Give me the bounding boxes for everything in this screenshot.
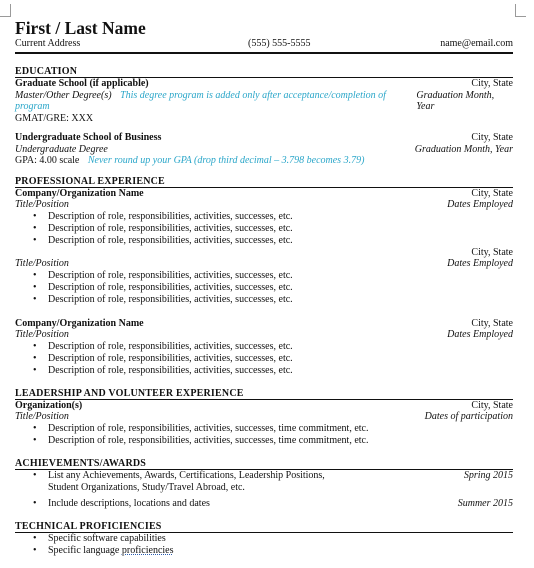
role-title: Title/Position: [15, 411, 69, 422]
graduation-date: Graduation Month, Year: [414, 143, 513, 155]
bullet-list: [15, 423, 513, 447]
list-item: • Description of role, responsibilities, activities, successes, etc.: [48, 341, 513, 353]
company-location: City, State: [471, 187, 513, 199]
list-item: • Description of role, responsibilities, activities, successes, etc.: [48, 294, 513, 306]
achievement-line: Student Organizations, Study/Travel Abroad, etc.: [48, 481, 245, 493]
degree-row: [15, 90, 513, 113]
resume-page: [15, 0, 513, 557]
position-dates: Dates Employed: [447, 329, 513, 340]
company-row: [15, 318, 513, 330]
position-dates: Dates Employed: [447, 199, 513, 210]
school-row: [15, 78, 513, 90]
position-location: City, State: [471, 246, 513, 258]
company-name: Company/Organization Name: [15, 187, 144, 199]
school-location: City, State: [471, 132, 513, 143]
achievement-line: List any Achievements, Awards, Certifications, Leadership Positions,: [48, 469, 325, 481]
list-item: • Description of role, responsibilities, activities, successes, etc.: [48, 223, 513, 235]
corner-mark-left: [0, 4, 11, 17]
gpa-note: Never round up your GPA (drop third decimal – 3.798 becomes 3.79): [87, 155, 365, 166]
school-name: Undergraduate School of Business: [15, 132, 162, 143]
bullet-list: [15, 270, 513, 306]
degree: Undergraduate Degree: [15, 143, 108, 155]
position-title: Title/Position: [15, 199, 69, 210]
role-dates: Dates of participation: [424, 411, 513, 422]
list-item: • Specific software capabilities: [48, 533, 513, 545]
role-row: [15, 411, 513, 423]
tech-item-text: Specific language: [48, 544, 120, 556]
list-item: • Description of role, responsibilities, activities, successes, etc.: [48, 353, 513, 365]
bullet-list: [15, 341, 513, 377]
contact-line: [15, 38, 513, 50]
achievements-section: [15, 458, 513, 510]
company-location: City, State: [471, 317, 513, 329]
degree: Master/Other Degree(s): [15, 89, 112, 101]
org-row: [15, 400, 513, 412]
school-row: [15, 132, 513, 144]
list-item: • Description of role, responsibilities, activities, successes, etc.: [48, 365, 513, 377]
section-title: LEADERSHIP AND VOLUNTEER EXPERIENCE: [15, 388, 513, 400]
org-location: City, State: [471, 399, 513, 411]
school-name: Graduate School (if applicable): [15, 78, 149, 89]
list-item: [48, 498, 513, 510]
gpa: GPA: 4.00 scale: [15, 155, 80, 166]
leadership-section: [15, 388, 513, 447]
test-score: GMAT/GRE: XXX: [15, 112, 94, 124]
section-title: EDUCATION: [15, 66, 513, 78]
list-item: [48, 545, 513, 557]
phone: (555) 555-5555: [248, 38, 311, 49]
section-title: TECHNICAL PROFICIENCIES: [15, 521, 513, 533]
school-location: City, State: [471, 78, 513, 89]
email: name@email.com: [440, 38, 513, 49]
list-item: [48, 470, 513, 494]
location-row: [15, 247, 513, 259]
section-title: ACHIEVEMENTS/AWARDS: [15, 458, 513, 470]
list-item: • Description of role, responsibilities, activities, successes, time commitment, etc.: [48, 435, 513, 447]
list-item: • Description of role, responsibilities, activities, successes, etc.: [48, 270, 513, 282]
bullet-list: [15, 211, 513, 247]
achievement-date: Summer 2015: [457, 497, 513, 509]
position-row: [15, 258, 513, 270]
education-section: [15, 66, 513, 167]
position-row: [15, 199, 513, 211]
tech-item-last-word: proficiencies: [121, 544, 174, 556]
company-name: Company/Organization Name: [15, 317, 144, 329]
degree-note: This degree program is added only after acceptance/completion of program: [15, 89, 386, 112]
list-item: • Description of role, responsibilities, activities, successes, time commitment, etc.: [48, 423, 513, 435]
bullet-list: [15, 470, 513, 510]
section-title: PROFESSIONAL EXPERIENCE: [15, 176, 513, 188]
position-row: [15, 329, 513, 341]
corner-mark-right: [515, 4, 526, 17]
bullet-list: [15, 533, 513, 557]
achievement-line: • Include descriptions, locations and dates: [48, 497, 210, 509]
list-item: • Description of role, responsibilities, activities, successes, etc.: [48, 235, 513, 247]
header-rule: [15, 52, 513, 54]
achievement-date: Spring 2015: [463, 469, 513, 481]
position-title: Title/Position: [15, 329, 69, 340]
degree-row: [15, 144, 513, 156]
company-row: [15, 188, 513, 200]
address: Current Address: [15, 38, 81, 49]
list-item: • Description of role, responsibilities, activities, successes, etc.: [48, 282, 513, 294]
org-name: Organization(s): [15, 399, 83, 411]
full-name: First / Last Name: [15, 18, 146, 38]
gpa-row: [15, 155, 513, 167]
experience-section: [15, 176, 513, 377]
position-dates: Dates Employed: [447, 258, 513, 269]
graduation-date: Graduation Month, Year: [416, 89, 495, 112]
technical-section: [15, 521, 513, 557]
position-title: Title/Position: [15, 258, 69, 269]
list-item: • Description of role, responsibilities, activities, successes, etc.: [48, 211, 513, 223]
